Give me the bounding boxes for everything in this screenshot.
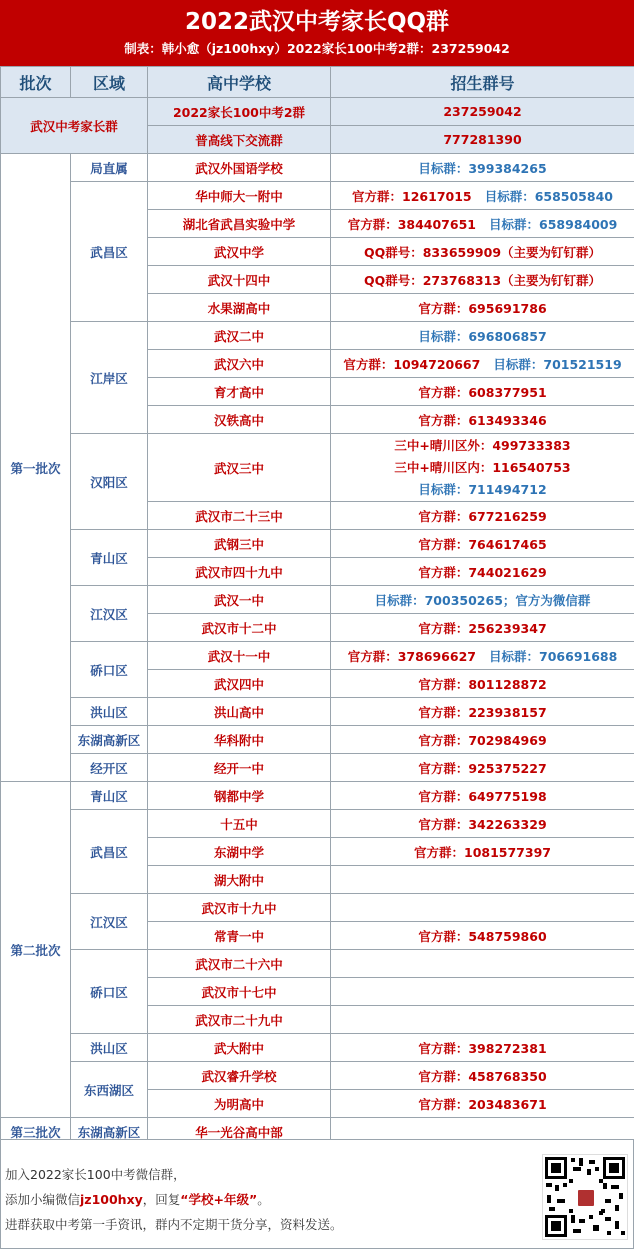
group-cell: 官方群：608377951 [331,378,634,406]
school-cell: 十五中 [148,810,331,838]
school-cell: 武汉市十七中 [148,978,331,1006]
table-row [1,726,634,754]
school-cell: 武钢三中 [148,530,331,558]
group-cell: 官方群：801128872 [331,670,634,698]
school-cell: 水果湖高中 [148,294,331,322]
footer-line-2 [5,1187,343,1212]
school-cell: 武汉中学 [148,238,331,266]
school-cell: 武汉市二十六中 [148,950,331,978]
group-cell: 官方群：223938157 [331,698,634,726]
group-cell [331,1006,634,1034]
school-cell: 洪山高中 [148,698,331,726]
group-cell [331,950,634,978]
footer-text [5,1162,343,1237]
group-cell: 官方群：458768350 [331,1062,634,1090]
qr-code-icon [542,1154,628,1240]
school-cell: 汉铁高中 [148,406,331,434]
header-school: 高中学校 [148,67,331,98]
group-cell: 官方群：613493346 [331,406,634,434]
district-cell: 局直属 [71,154,148,182]
group-cell: 官方群：695691786 [331,294,634,322]
school-cell: 武汉市二十三中 [148,502,331,530]
group-cell: 官方群：548759860 [331,922,634,950]
group-cell [331,182,634,210]
featured-name: 2022家长100中考2群 [148,98,331,126]
school-cell: 武汉十四中 [148,266,331,294]
school-cell: 武汉二中 [148,322,331,350]
group-cell [331,350,634,378]
footer-line-1: 加入2022家长100中考微信群， [5,1167,186,1182]
footer-line-2-prefix: 添加小编微信 [5,1192,81,1207]
table-row [1,642,634,670]
group-cell: QQ群号：273768313（主要为钉钉群） [331,266,634,294]
school-cell: 常青一中 [148,922,331,950]
table-row [1,1062,634,1090]
header-group: 招生群号 [331,67,634,98]
group-cell: 官方群：203483671 [331,1090,634,1118]
table-row [1,530,634,558]
school-cell: 武汉四中 [148,670,331,698]
district-cell: 东湖高新区 [71,1118,148,1146]
district-cell: 硚口区 [71,642,148,698]
group-cell [331,210,634,238]
school-cell: 武汉市二十九中 [148,1006,331,1034]
table-row [1,586,634,614]
district-cell: 江汉区 [71,586,148,642]
school-cell: 武汉三中 [148,434,331,502]
official-group: 官方群：384407651 [347,216,476,232]
group-cell [331,978,634,1006]
target-group: 目标群：658505840 [484,188,613,204]
group-cell: 目标群：696806857 [331,322,634,350]
district-cell: 汉阳区 [71,434,148,530]
district-cell: 青山区 [71,782,148,810]
group-cell: 官方群：925375227 [331,754,634,782]
featured-name: 普高线下交流群 [148,126,331,154]
school-cell: 武汉睿升学校 [148,1062,331,1090]
table-row [1,1034,634,1062]
school-cell: 武汉市四十九中 [148,558,331,586]
reply-keyword: “学校+年级” [180,1192,258,1207]
table-row [1,950,634,978]
group-cell: 目标群：700350265；官方为微信群 [331,586,634,614]
target-group: 目标群：701521519 [493,356,622,372]
official-group: 官方群：12617015 [352,188,472,204]
batch-label: 第二批次 [1,782,71,1118]
school-cell: 武汉六中 [148,350,331,378]
school-cell: 武汉市十九中 [148,894,331,922]
group-cell: 官方群：702984969 [331,726,634,754]
official-group: 官方群：378696627 [347,648,476,664]
table-header-row [1,67,634,98]
table-row [1,434,634,502]
group-cell: 官方群：744021629 [331,558,634,586]
batch-label: 第一批次 [1,154,71,782]
footer [0,1139,634,1249]
batch-label: 第三批次 [1,1118,71,1146]
school-cell: 为明高中 [148,1090,331,1118]
district-cell: 武昌区 [71,810,148,894]
header-batch: 批次 [1,67,71,98]
school-cell: 经开一中 [148,754,331,782]
school-cell: 武汉外国语学校 [148,154,331,182]
school-cell: 华科附中 [148,726,331,754]
table-row [1,754,634,782]
district-cell: 东西湖区 [71,1062,148,1118]
school-cell: 武汉市十二中 [148,614,331,642]
featured-group: 777281390 [331,126,634,154]
group-cell: 官方群：649775198 [331,782,634,810]
district-cell: 江岸区 [71,322,148,434]
district-cell: 洪山区 [71,698,148,726]
district-cell: 经开区 [71,754,148,782]
group-cell: 官方群：256239347 [331,614,634,642]
footer-line-2-end: 。 [257,1192,270,1207]
group-cell: 官方群：398272381 [331,1034,634,1062]
school-cell: 湖北省武昌实验中学 [148,210,331,238]
district-cell: 洪山区 [71,1034,148,1062]
featured-label: 武汉中考家长群 [1,98,148,154]
avatar [576,1188,596,1208]
group-cell: 官方群：677216259 [331,502,634,530]
group-cell [331,434,634,502]
district-cell: 江汉区 [71,894,148,950]
page-subtitle: 制表：韩小愈（jz100hxy）2022家长100中考2群：237259042 [124,41,510,56]
group-cell [331,894,634,922]
district-cell: 硚口区 [71,950,148,1034]
table-row [1,810,634,838]
qq-group-table [0,66,634,1146]
table-row [1,182,634,210]
official-group: 官方群：1094720667 [343,356,481,372]
group-cell: 目标群：399384265 [331,154,634,182]
footer-line-2-mid: ，回复 [142,1192,181,1207]
group-cell [331,642,634,670]
group-cell [331,866,634,894]
school-cell: 华一光谷高中部 [148,1118,331,1146]
target-group: 目标群：658984009 [489,216,618,232]
district-cell: 东湖高新区 [71,726,148,754]
school-cell: 华中师大一附中 [148,182,331,210]
table-row [1,782,634,810]
table-row [1,154,634,182]
footer-line-3: 进群获取中考第一手资讯，群内不定期干货分享，资料发送。 [5,1217,343,1232]
school-cell: 武大附中 [148,1034,331,1062]
group-cell: 官方群：342263329 [331,810,634,838]
school-cell: 湖大附中 [148,866,331,894]
school-cell: 东湖中学 [148,838,331,866]
group-cell: QQ群号：833659909（主要为钉钉群） [331,238,634,266]
school-cell: 育才高中 [148,378,331,406]
school-cell: 武汉一中 [148,586,331,614]
title-banner [0,0,634,66]
table-row [1,894,634,922]
target-group: 目标群：706691688 [489,648,618,664]
district-cell: 青山区 [71,530,148,586]
featured-group: 237259042 [331,98,634,126]
table-row [1,322,634,350]
group-cell: 官方群：764617465 [331,530,634,558]
group-cell: 官方群：1081577397 [331,838,634,866]
header-district: 区域 [71,67,148,98]
school-cell: 钢都中学 [148,782,331,810]
page-title: 2022武汉中考家长QQ群 [184,9,450,35]
wechat-id: jz100hxy [80,1192,143,1207]
group-line: 目标群：711494712 [418,481,547,497]
group-line: 三中+晴川区内：116540753 [394,459,571,475]
group-line: 三中+晴川区外：499733383 [394,437,571,453]
district-cell: 武昌区 [71,182,148,322]
table-row [1,698,634,726]
school-cell: 武汉十一中 [148,642,331,670]
table-row [1,98,634,126]
